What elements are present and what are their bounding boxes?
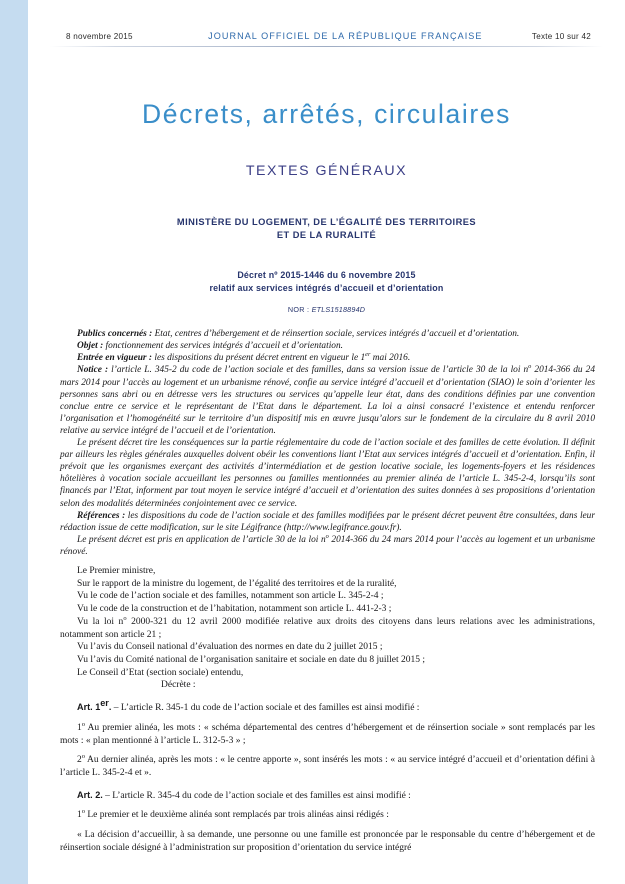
visa-loi-2000-321 (60, 616, 595, 641)
paragraph-publics-concernes (60, 328, 595, 340)
text-publics-concernes: Etat, centres d’hébergement et de réinsertion sociale, services intégrés d’accueil et d’orientation. (152, 329, 520, 340)
article-1-number: Art. 1 (77, 702, 101, 713)
text-application-b: 2014-366 du 24 mars 2014 pour l’accès au logement et un urbanisme rénové. (60, 534, 596, 557)
line-decrete: Décrète : (161, 680, 196, 691)
decree-number-line: Décret nº 2015-1446 du 6 novembre 2015 (237, 270, 416, 281)
paragraph-decret-consequences: Le présent décret tire les conséquences sur la partie réglementaire du code de l’action sociale et des familles de cette évolution. Il définit par ailleurs les règles générales auxquelles doivent obéir les conventions liant l’Etat aux services intégrés d’accueil et d’orientation. Enfin, il prévoit que les organismes exerçant des activités d’intermédiation et de gestion locative sociale, les logements-foyers et les résidences hôtelières à vocation sociale accueillant les personnes ou familles mentionnées au premier alinéa de l’article L. 345-2-4, lorsqu’ils sont financés par l’Etat, informent par tout moyen le service intégré d’accueil et d’orientation des suites données à ses propositions d’orientation selon des modalités déterminées conjointement avec ce service. (60, 438, 595, 509)
label-notice: Notice : (77, 365, 109, 376)
decree-subject-line: relatif aux services intégrés d’accueil et d’orientation (209, 283, 444, 294)
document-page (28, 0, 625, 884)
label-references: Références : (77, 510, 126, 521)
ministry-line-1: MINISTÈRE DU LOGEMENT, DE L’ÉGALITÉ DES TERRITOIRES (176, 217, 477, 227)
line-premier-ministre: Le Premier ministre, (77, 565, 156, 576)
text-entree-a: les dispositions du présent décret entrent en vigueur le 1 (152, 353, 366, 364)
article-1-item-1-text: Au premier alinéa, les mots : « schéma départemental des centres d’hébergement et de réinsertion sociale » sont remplacés par les mots : « plan mentionné à l’article L. 312-5-3 » ; (60, 722, 595, 746)
visa-code-action-sociale: Vu le code de l’action sociale et des familles, notamment son article L. 345-2-4 ; (77, 591, 384, 602)
article-2-item-1 (60, 809, 595, 822)
text-reference: Texte 10 sur 42 (531, 32, 591, 41)
nor-label: NOR : (287, 305, 310, 315)
ordinal-er: er (365, 351, 371, 359)
article-2-item-1-text: Le premier et le deuxième alinéa sont remplacés par trois alinéas ainsi rédigés : (84, 810, 389, 821)
ordinal-o-notice: o (528, 363, 532, 371)
article-2-item-1-num: 1 (77, 810, 82, 821)
article-1-item-1-ordinal: o (81, 720, 85, 728)
text-objet: fonctionnement des services intégrés d’accueil et d’orientation. (103, 341, 343, 352)
article-1-item-2-num: 2 (77, 755, 82, 766)
article-1-item-1 (60, 722, 595, 747)
visa-code-construction: Vu le code de la construction et de l’habitation, notamment son article L. 441-2-3 ; (77, 604, 392, 615)
ordinal-o-loi: o (123, 614, 127, 622)
article-1-text: – L’article R. 345-1 du code de l’action sociale et des familles est ainsi modifié : (111, 703, 420, 714)
decree-heading (50, 269, 603, 295)
paragraph-application (60, 534, 595, 558)
visa-avis-cnoss: Vu l’avis du Comité national de l’organisation sanitaire et sociale en date du 8 juillet 2015 ; (77, 655, 426, 665)
publication-date: 8 novembre 2015 (66, 32, 133, 41)
article-1-item-1-num: 1 (77, 722, 82, 733)
section-title: TEXTES GÉNÉRAUX (245, 163, 408, 179)
visa-avis-cnen: Vu l’avis du Conseil national d’évaluation des normes en date du 2 juillet 2015 ; (77, 642, 383, 653)
label-objet: Objet : (77, 341, 104, 352)
paragraph-notice (60, 364, 595, 437)
visa-loi-text-a: Vu la loi n (77, 616, 124, 627)
line-rapport-ministre: Sur le rapport de la ministre du logement, de l’égalité des territoires et de la ruralité, (77, 578, 397, 589)
article-2-heading (60, 789, 595, 803)
article-1-number-end: . (108, 702, 112, 713)
paragraph-references (60, 510, 595, 534)
article-2-item-1-ordinal: o (81, 808, 85, 816)
running-head (50, 0, 603, 41)
header-divider (50, 46, 603, 47)
label-publics-concernes: Publics concernés : (77, 329, 153, 340)
ordinal-o-application: o (325, 532, 329, 540)
article-1-item-2-ordinal: o (81, 753, 85, 761)
line-conseil-etat: Le Conseil d’Etat (section sociale) entendu, (77, 667, 244, 678)
article-1-item-2-text: Au dernier alinéa, après les mots : « le centre apporte », sont insérés les mots : « au service intégré d’accueil et d’orientation défini à l’article L. 345-2-4 et ». (60, 755, 595, 779)
text-entree-b: mai 2016. (370, 353, 411, 364)
ministry-heading (50, 216, 603, 242)
article-1-item-2 (60, 754, 595, 779)
page-title: Décrets, arrêtés, circulaires (142, 99, 511, 129)
left-page-margin-band (0, 0, 28, 884)
nor-line (50, 305, 603, 314)
article-2-text: – L’article R. 345-4 du code de l’action sociale et des familles est ainsi modifié : (102, 790, 411, 801)
visa-loi-text-b: 2000-321 du 12 avril 2000 modifiée relative aux droits des citoyens dans leurs relations avec les administrations, notamment son article 21 ; (60, 616, 595, 640)
text-application-a: Le présent décret est pris en application de l’article 30 de la loi n (77, 534, 326, 545)
notice-block (50, 328, 603, 854)
paragraph-entree-en-vigueur (60, 352, 595, 364)
journal-title: JOURNAL OFFICIEL DE LA RÉPUBLIQUE FRANÇAISE (208, 31, 483, 41)
ministry-line-2: ET DE LA RURALITÉ (276, 230, 377, 241)
label-entree-en-vigueur: Entrée en vigueur : (77, 353, 153, 364)
paragraph-objet (60, 340, 595, 352)
article-2-quoted-text: « La décision d’accueillir, à sa demande, une personne ou une famille est prononcée par le responsable du centre d’hébergement et de réinsertion sociale désigné à l’administration sur proposition d’orientation du service intégré (60, 830, 595, 853)
text-notice-b: 2014-366 du 24 mars 2014 pour l’accès au logement et un urbanisme rénové, confie au service intégré d’accueil et d’orientation (SIAO) le soin d’orienter les personnes sans abri ou en détresse vers les structures ou services qu’appelle leur état, dans des conditions définies par une convention conclue entre ce service et le représentant de l’Etat dans le département. La loi a ainsi consacré l’existence et entendu renforcer l’organisation et l’homogénéité sur le territoire d’un dispositif mis en œuvre jusqu’alors sur le fondement de la circulaire du 8 avril 2010 relative au service intégré de l’accueil et de l’orientation. (60, 365, 596, 436)
nor-code: ETLS1518894D (311, 305, 366, 315)
article-1-heading (60, 698, 595, 715)
article-2-number: Art. 2. (77, 789, 103, 800)
text-references: les dispositions du code de l’action sociale et des familles modifiées par le présent décret peuvent être consultées, dans leur rédaction issue de cette modification, sur le site Légifrance (http://www.legifrance.gouv.fr). (60, 510, 595, 533)
text-notice-a: l’article L. 345-2 du code de l’action sociale et des familles, dans sa version issue de l’article 30 de la loi n (108, 365, 529, 376)
article-1-ordinal: er (100, 698, 109, 708)
